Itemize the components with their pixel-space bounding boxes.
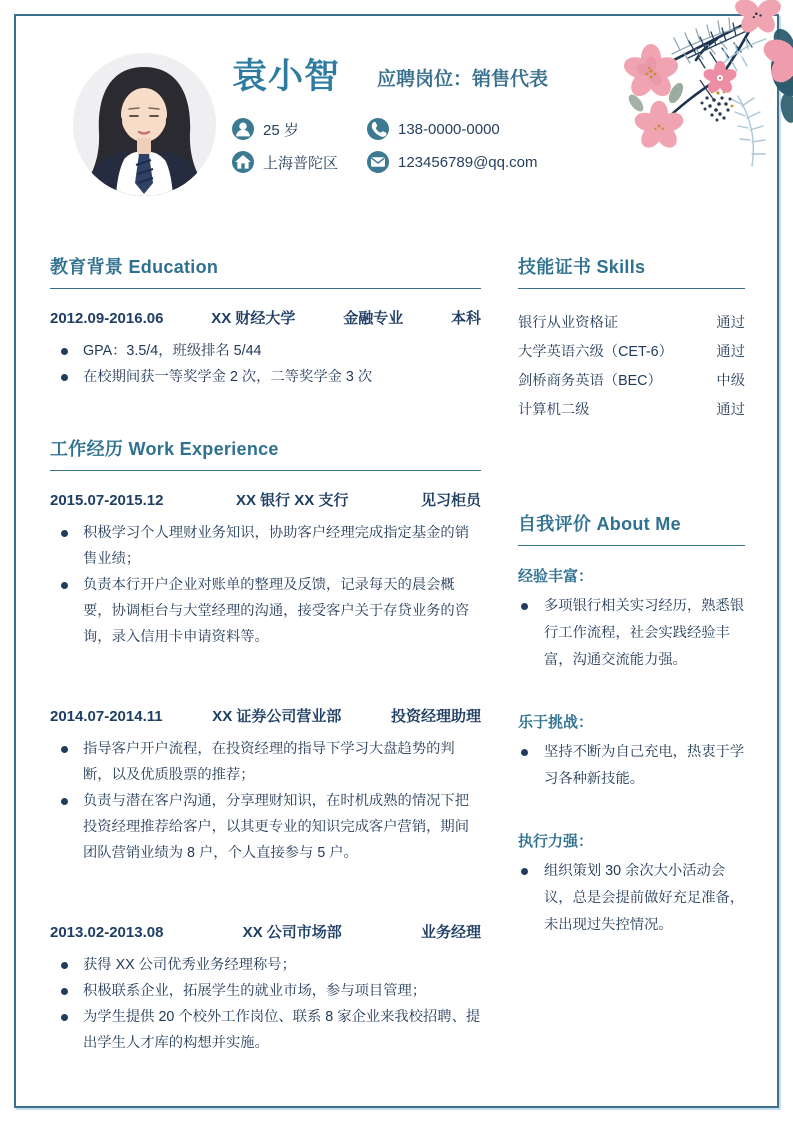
list-item bbox=[50, 788, 481, 866]
profile-photo bbox=[73, 53, 216, 196]
job-bullets bbox=[50, 952, 481, 1056]
education-section bbox=[50, 256, 481, 390]
job-header bbox=[50, 706, 481, 727]
job-company: XX 公司市场部 bbox=[242, 924, 342, 941]
skill-row bbox=[518, 367, 745, 396]
bullet-dot bbox=[61, 798, 68, 805]
skill-row bbox=[518, 338, 745, 367]
list-item bbox=[50, 736, 481, 788]
about-group bbox=[518, 831, 745, 939]
job-entry bbox=[50, 490, 481, 650]
skills-title: 技能证书 Skills bbox=[518, 257, 646, 277]
portrait-illustration bbox=[73, 53, 216, 196]
list-item bbox=[518, 858, 745, 939]
bullet-text: 积极学习个人理财业务知识，协助客户经理完成指定基金的销售业绩； bbox=[83, 525, 470, 567]
skill-level: 通过 bbox=[716, 344, 745, 360]
bullet-text: 获得 XX 公司优秀业务经理称号； bbox=[83, 957, 296, 973]
age-text: 25 岁 bbox=[263, 121, 299, 139]
list-item bbox=[50, 364, 481, 390]
applied-position: 应聘岗位：销售代表 bbox=[377, 68, 549, 90]
about-group-label: 执行力强： bbox=[518, 833, 594, 850]
education-title: 教育背景 Education bbox=[50, 257, 219, 277]
skill-name: 银行从业资格证 bbox=[518, 315, 619, 331]
location-text: 上海普陀区 bbox=[263, 154, 339, 172]
list-item bbox=[50, 952, 481, 978]
right-column bbox=[518, 256, 745, 1056]
bullet-dot bbox=[61, 374, 68, 381]
bullet-text: 负责与潜在客户沟通，分享理财知识，在时机成熟的情况下把投资经理推荐给客户，以其更专业的知识完成客户营销，期间团队营销业绩为 8 户，个人直接参与 5 户。 bbox=[83, 793, 470, 861]
bullet-dot bbox=[61, 530, 68, 537]
bullet-dot bbox=[61, 962, 68, 969]
mail-icon bbox=[367, 151, 389, 173]
section-divider bbox=[50, 470, 481, 471]
bullet-text: 组织策划 30 余次大小活动会议，总是会提前做好充足准备，未出现过失控情况。 bbox=[544, 863, 745, 933]
bullet-text: 多项银行相关实习经历，熟悉银行工作流程，社会实践经验丰富，沟通交流能力强。 bbox=[544, 598, 745, 668]
list-item bbox=[50, 520, 481, 572]
bullet-dot bbox=[521, 749, 528, 756]
bullet-text: GPA：3.5/4，班级排名 5/44 bbox=[83, 343, 262, 359]
education-entry-header bbox=[50, 308, 481, 329]
skill-level: 中级 bbox=[716, 373, 745, 389]
job-entry bbox=[50, 922, 481, 1056]
skill-level: 通过 bbox=[716, 315, 745, 331]
job-company: XX 银行 XX 支行 bbox=[235, 492, 349, 509]
education-bullets bbox=[50, 338, 481, 390]
skill-level: 通过 bbox=[716, 402, 745, 418]
job-header bbox=[50, 490, 481, 511]
job-role: 见习柜员 bbox=[420, 492, 481, 509]
job-bullets bbox=[50, 736, 481, 866]
list-item bbox=[518, 593, 745, 674]
section-divider bbox=[518, 288, 745, 289]
contact-age bbox=[232, 118, 367, 141]
job-bullets bbox=[50, 520, 481, 650]
contact-phone bbox=[367, 118, 745, 141]
skill-row bbox=[518, 309, 745, 338]
bullet-dot bbox=[61, 582, 68, 589]
about-group-label: 乐于挑战： bbox=[518, 714, 594, 731]
home-icon bbox=[232, 151, 254, 173]
contact-grid bbox=[232, 118, 745, 174]
left-column bbox=[50, 256, 481, 1056]
bullet-text: 负责本行开户企业对账单的整理及反馈，记录每天的晨会概要，协调柜台与大堂经理的沟通，接受客户关于存贷业务的咨询，录入信用卡申请资料等。 bbox=[83, 577, 470, 645]
bullet-dot bbox=[61, 1014, 68, 1021]
bullet-dot bbox=[521, 603, 528, 610]
about-group bbox=[518, 566, 745, 674]
about-section bbox=[518, 513, 745, 939]
bullet-dot bbox=[61, 988, 68, 995]
phone-text: 138-0000-0000 bbox=[398, 120, 500, 138]
bullet-dot bbox=[61, 348, 68, 355]
skill-name: 大学英语六级（CET-6） bbox=[518, 344, 673, 360]
header-info bbox=[232, 53, 745, 196]
phone-icon bbox=[367, 118, 389, 140]
bullet-text: 在校期间获一等奖学金 2 次，二等奖学金 3 次 bbox=[83, 369, 373, 385]
about-bullets bbox=[518, 858, 745, 939]
about-bullets bbox=[518, 593, 745, 674]
job-entry bbox=[50, 706, 481, 866]
list-item bbox=[518, 739, 745, 793]
list-item bbox=[50, 978, 481, 1004]
job-header bbox=[50, 922, 481, 943]
about-group-label: 经验丰富： bbox=[518, 568, 594, 585]
job-period: 2014.07-2014.11 bbox=[50, 708, 163, 725]
section-divider bbox=[518, 545, 745, 546]
email-text: 123456789@qq.com bbox=[398, 153, 538, 171]
job-company: XX 证券公司营业部 bbox=[212, 708, 342, 725]
list-item bbox=[50, 338, 481, 364]
name-row bbox=[232, 59, 745, 96]
bullet-text: 为学生提供 20 个校外工作岗位、联系 8 家企业来我校招聘、提出学生人才库的构想并实施。 bbox=[83, 1009, 481, 1051]
list-item bbox=[50, 1004, 481, 1056]
contact-location bbox=[232, 151, 367, 174]
section-divider bbox=[50, 288, 481, 289]
bullet-dot bbox=[61, 746, 68, 753]
skills-list bbox=[518, 309, 745, 425]
skills-section bbox=[518, 256, 745, 425]
job-period: 2015.07-2015.12 bbox=[50, 492, 164, 509]
experience-title: 工作经历 Work Experience bbox=[50, 439, 279, 459]
main-columns bbox=[50, 256, 745, 1056]
skill-name: 剑桥商务英语（BEC） bbox=[518, 373, 662, 389]
skill-row bbox=[518, 396, 745, 425]
job-period: 2013.02-2013.08 bbox=[50, 924, 164, 941]
about-bullets bbox=[518, 739, 745, 793]
about-group bbox=[518, 712, 745, 793]
education-school: XX 财经大学 bbox=[211, 310, 296, 327]
bullet-text: 积极联系企业，拓展学生的就业市场，参与项目管理； bbox=[83, 983, 427, 999]
about-title: 自我评价 About Me bbox=[518, 514, 681, 534]
page-content bbox=[50, 0, 745, 1056]
resume-header bbox=[50, 0, 745, 196]
bullet-text: 指导客户开户流程，在投资经理的指导下学习大盘趋势的判断，以及优质股票的推荐； bbox=[83, 741, 455, 783]
education-major: 金融专业 bbox=[343, 310, 404, 327]
list-item bbox=[50, 572, 481, 650]
education-degree: 本科 bbox=[450, 310, 481, 327]
job-role: 投资经理助理 bbox=[390, 708, 481, 725]
education-period: 2012.09-2016.06 bbox=[50, 310, 164, 327]
bullet-dot bbox=[521, 868, 528, 875]
skill-name: 计算机二级 bbox=[518, 402, 590, 418]
candidate-name: 袁小智 bbox=[232, 57, 341, 96]
contact-email bbox=[367, 151, 745, 174]
experience-section bbox=[50, 438, 481, 1056]
bullet-text: 坚持不断为自己充电，热衷于学习各种新技能。 bbox=[544, 744, 745, 787]
job-role: 业务经理 bbox=[420, 924, 481, 941]
person-icon bbox=[232, 118, 254, 140]
